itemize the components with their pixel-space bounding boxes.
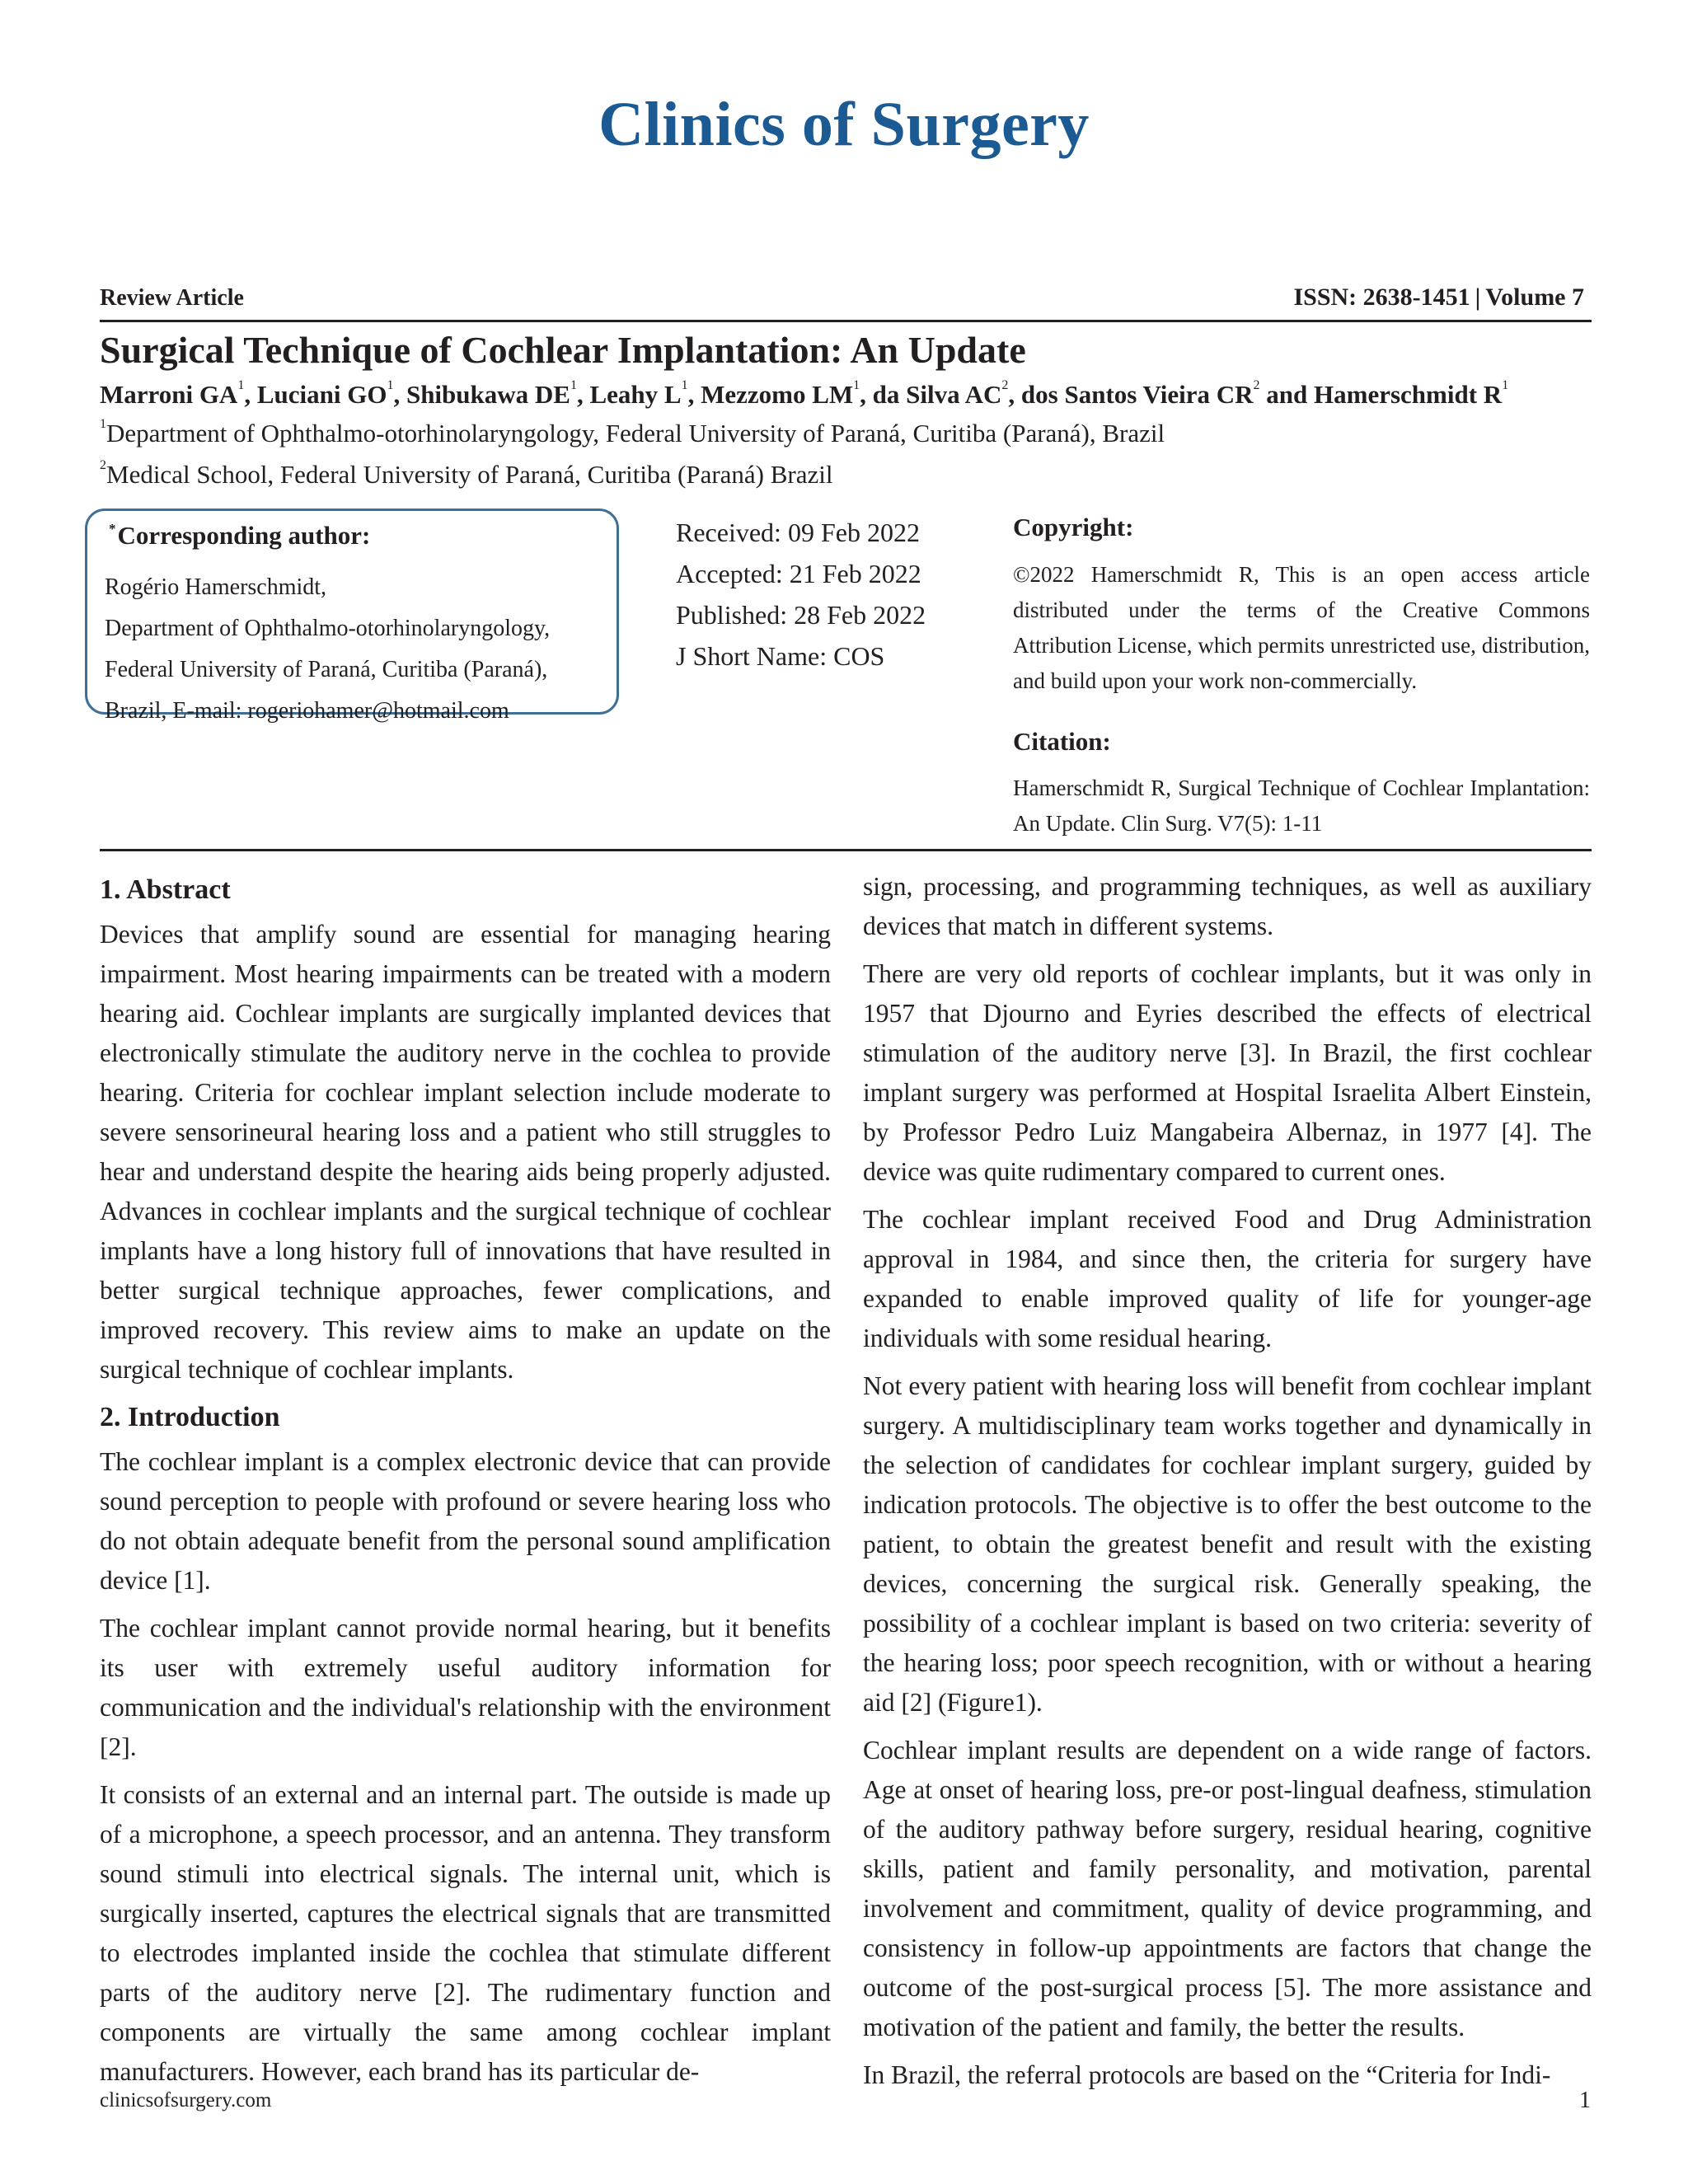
corresponding-author-email: Brazil, E-mail: rogeriohamer@hotmail.com [105,698,509,724]
author-separator: , [393,380,406,409]
corresponding-author-univ: Federal University of Paraná, Curitiba (Paraná), [105,657,548,682]
asterisk-marker: * [109,521,116,537]
author-separator: and [1259,380,1315,409]
abstract-paragraph: Devices that amplify sound are essential for managing hearing impairment. Most hearing impairments can be treated with a modern hearing aid. Cochlear implants are surgically implanted devices that electronically stimulate the auditory nerve in the cochlea to provide hearing. Criteria for cochlear implant selection include moderate to severe sensorineural hearing loss and a patient who still struggles to hear and understand despite the hearing aids being properly adjusted. Advances in cochlear implants and the surgical technique of cochlear implants have a long history full of innovations that have resulted in better surgical technique approaches, fewer complications, and improved recovery. This review aims to make an update on the surgical technique of cochlear implants. [100,920,831,1384]
intro-paragraph-7: Cochlear implant results are dependent on a wide range of factors. Age at onset of hearing loss, pre-or post-lingual deafness, stimulation of the auditory pathway before surgery, residual hearing, cognitive skills, patient and family personality, and motivation, parental involvement and commitment, quality of device programming, and consistency in follow-up appointments are factors that change the outcome of the post-surgical process [5]. The more assistance and motivation of the patient and family, the better the results. [863,1736,1592,2041]
author-name: da Silva AC [872,380,1002,409]
author-name: Shibukawa DE [406,380,570,409]
intro-paragraph-3: It consists of an external and an internal part. The outside is made up of a microphone, a speech processor, and an antenna. They transform sound stimuli into electrical signals. The internal unit, which is surgically inserted, captures the electrical signals that are transmitted to electrodes implanted inside the cochlea that stimulate different parts of the auditory nerve [2]. The rudimentary function and components are virtually the same among cochlear implant manufacturers. However, each brand has its particular de- [100,1780,831,2086]
article-type-label: Review Article [100,285,244,311]
intro-paragraph-5: The cochlear implant received Food and Drug Administration approval in 1984, and since then, the criteria for surgery have expanded to enable improved quality of life for younger-age individuals with some residual hearing. [863,1205,1592,1352]
author-affiliation-mark: 1 [237,378,245,392]
intro-paragraph-6: Not every patient with hearing loss will benefit from cochlear implant surgery. A multidisciplinary team works together and dynamically in the selection of candidates for cochlear implant surgery, guided by indication protocols. The objective is to offer the best outcome to the patient, to obtain the greatest benefit and result with the existing devices, concerning the surgical risk. Generally speaking, the possibility of a cochlear implant is based on two criteria: severity of the hearing loss; poor speech recognition, with or without a hearing aid [2] (Figure1). [863,1371,1592,1717]
copyright-label: Copyright: [1013,513,1134,541]
body-column-right [863,867,1592,2095]
intro-paragraph-8: In Brazil, the referral protocols are based on the “Criteria for Indi- [863,2060,1551,2089]
corresponding-author-details [105,567,550,732]
author-separator: , [244,380,257,409]
received-date: Received: 09 Feb 2022 [676,518,920,547]
short-name: J Short Name: COS [676,641,885,671]
body-column-left [100,870,831,2092]
author-name: Luciani GO [256,380,387,409]
accepted-date: Accepted: 21 Feb 2022 [676,559,921,588]
author-affiliation-mark: 2 [1001,378,1009,392]
corresponding-author-name: Rogério Hamerschmidt, [105,574,327,600]
author-affiliation-mark: 1 [570,378,577,392]
corresponding-author-title [109,521,370,551]
intro-paragraph-2: The cochlear implant cannot provide normal hearing, but it benefits its user with extremely useful auditory information for communication and the individual's relationship with the environment [2]. [100,1614,831,1761]
article-title: Surgical Technique of Cochlear Implantation: An Update [100,329,1026,371]
author-affiliation-mark: 1 [853,378,860,392]
author-separator: , [576,380,590,409]
affiliation-2 [100,460,833,490]
author-affiliation-mark: 1 [387,378,394,392]
author-name: Hamerschmidt R [1314,380,1503,409]
author-name: Mezzomo LM [701,380,854,409]
header-rule [100,320,1592,322]
affiliation-text: Department of Ophthalmo-otorhinolaryngology, Federal University of Paraná, Curitiba (Paraná), Brazil [106,419,1165,448]
author-name: dos Santos Vieira CR [1020,380,1254,409]
corresponding-author-dept: Department of Ophthalmo-otorhinolaryngology, [105,616,551,641]
abstract-heading: 1. Abstract [100,874,231,905]
journal-title: Clinics of Surgery [598,90,1090,159]
footer-website: clinicsofsurgery.com [100,2089,272,2111]
copyright-text: ©2022 Hamerschmidt R, This is an open access article distributed under the terms of the Creative Commons Attribution License, which permits unrestricted use, distribution, and build upon your work non-commercially. [1013,562,1590,693]
author-separator: , [860,380,873,409]
author-name: Leahy L [589,380,682,409]
author-separator: , [1008,380,1021,409]
citation-text: Hamerschmidt R, Surgical Technique of Cochlear Implantation: An Update. Clin Surg. V7(5): 1-11 [1013,776,1590,836]
intro-paragraph-1: The cochlear implant is a complex electronic device that can provide sound perception to people with profound or severe hearing loss who do not obtain adequate benefit from the personal sound amplification device [1]. [100,1447,831,1595]
citation-label: Citation: [1013,727,1111,756]
affiliation-number: 1 [100,417,106,431]
author-affiliation-mark: 1 [1502,378,1509,392]
introduction-heading: 2. Introduction [100,1402,280,1432]
intro-paragraph-3-continued: sign, processing, and programming techniques, as well as auxiliary devices that match in different systems. [863,872,1592,940]
issn-volume: ISSN: 2638-1451 | Volume 7 [1293,284,1584,311]
corresponding-author-label: Corresponding author: [117,521,371,550]
author-affiliation-mark: 2 [1253,378,1260,392]
affiliation-1 [100,419,1165,448]
front-matter-rule [100,849,1592,851]
author-affiliation-mark: 1 [681,378,688,392]
author-list [100,380,1508,410]
page-number: 1 [1579,2088,1591,2113]
author-separator: , [687,380,701,409]
published-date: Published: 28 Feb 2022 [676,600,926,630]
affiliation-text: Medical School, Federal University of Paraná, Curitiba (Paraná) Brazil [106,460,833,489]
intro-paragraph-4: There are very old reports of cochlear implants, but it was only in 1957 that Djourno and Eyries described the effects of electrical stimulation of the auditory nerve [3]. In Brazil, the first cochlear implant surgery was performed at Hospital Israelita Albert Einstein, by Professor Pedro Luiz Mangabeira Albernaz, in 1977 [4]. The device was quite rudimentary compared to current ones. [863,959,1592,1186]
article-dates [676,512,926,677]
author-name: Marroni GA [100,380,238,409]
affiliation-number: 2 [100,458,106,472]
